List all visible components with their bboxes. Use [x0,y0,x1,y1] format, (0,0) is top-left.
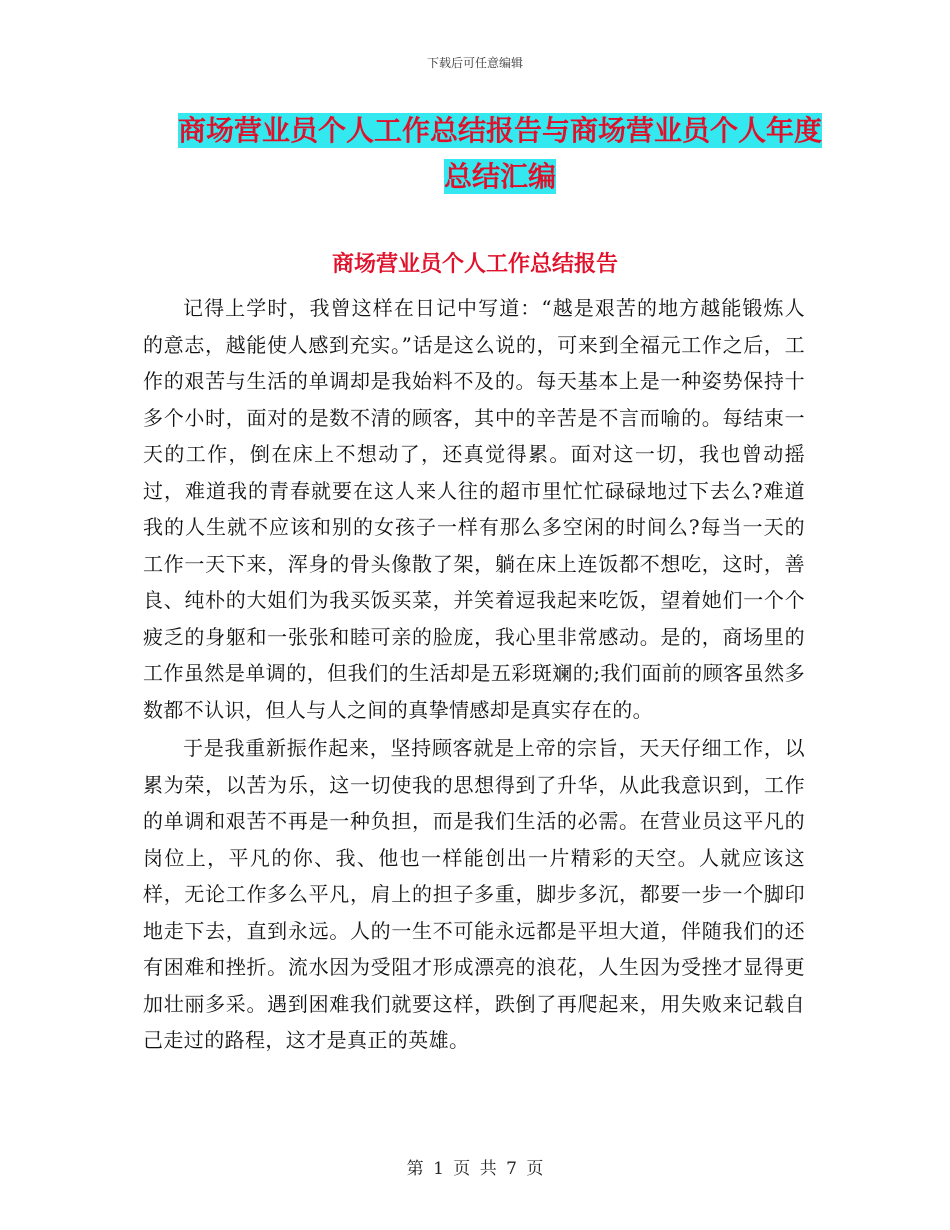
document-title [140,108,860,200]
section-title: 商场营业员个人工作总结报告 [331,252,618,277]
paragraph-1: 记得上学时，我曾这样在日记中写道：“越是艰苦的地方越能锻炼人的意志，越能使人感到充实。”话是这么说的，可来到全福元工作之后，工作的艰苦与生活的单调却是我始料不及的。每天基本上是一种姿势保持十多个小时，面对的是数不清的顾客，其中的辛苦是不言而喻的。每结束一天的工作，倒在床上不想动了，还真觉得累。面对这一切，我也曾动摇过，难道我的青春就要在这人来人往的超市里忙忙碌碌地过下去么?难道我的人生就不应该和别的女孩子一样有那么多空闲的时间么?每当一天的工作一天下来，浑身的骨头像散了架，躺在床上连饭都不想吃，这时，善良、纯朴的大姐们为我买饭买菜，并笑着逗我起来吃饭，望着她们一个个疲乏的身躯和一张张和睦可亲的脸庞，我心里非常感动。是的，商场里的工作虽然是单调的，但我们的生活却是五彩斑斓的;我们面前的顾客虽然多数都不认识，但人与人之间的真挚情感却是真实存在的。 [143,296,805,722]
document-title-line-1: 商场营业员个人工作总结报告与商场营业员个人年度 [177,114,822,147]
paragraph-2: 于是我重新振作起来，坚持顾客就是上帝的宗旨，天天仔细工作，以累为荣，以苦为乐，这一切使我的思想得到了升华，从此我意识到，工作的单调和艰苦不再是一种负担，而是我们生活的必需。在营业员这平凡的岗位上，平凡的你、我、他也一样能创出一片精彩的天空。人就应该这样，无论工作多么平凡，肩上的担子多重，脚步多沉，都要一步一个脚印地走下去，直到永远。人的一生不可能永远都是平坦大道，伴随我们的还有困难和挫折。流水因为受阻才形成漂亮的浪花，人生因为受挫才显得更加壮丽多采。遇到困难我们就要这样，跌倒了再爬起来，用失败来记载自己走过的路程，这才是真正的英雄。 [143,736,805,1052]
page-number: 第 1 页 共 7 页 [406,1159,544,1179]
header-note: 下载后可任意编辑 [426,56,523,70]
document-title-line-2: 总结汇编 [443,160,556,193]
body-text [143,290,805,1059]
